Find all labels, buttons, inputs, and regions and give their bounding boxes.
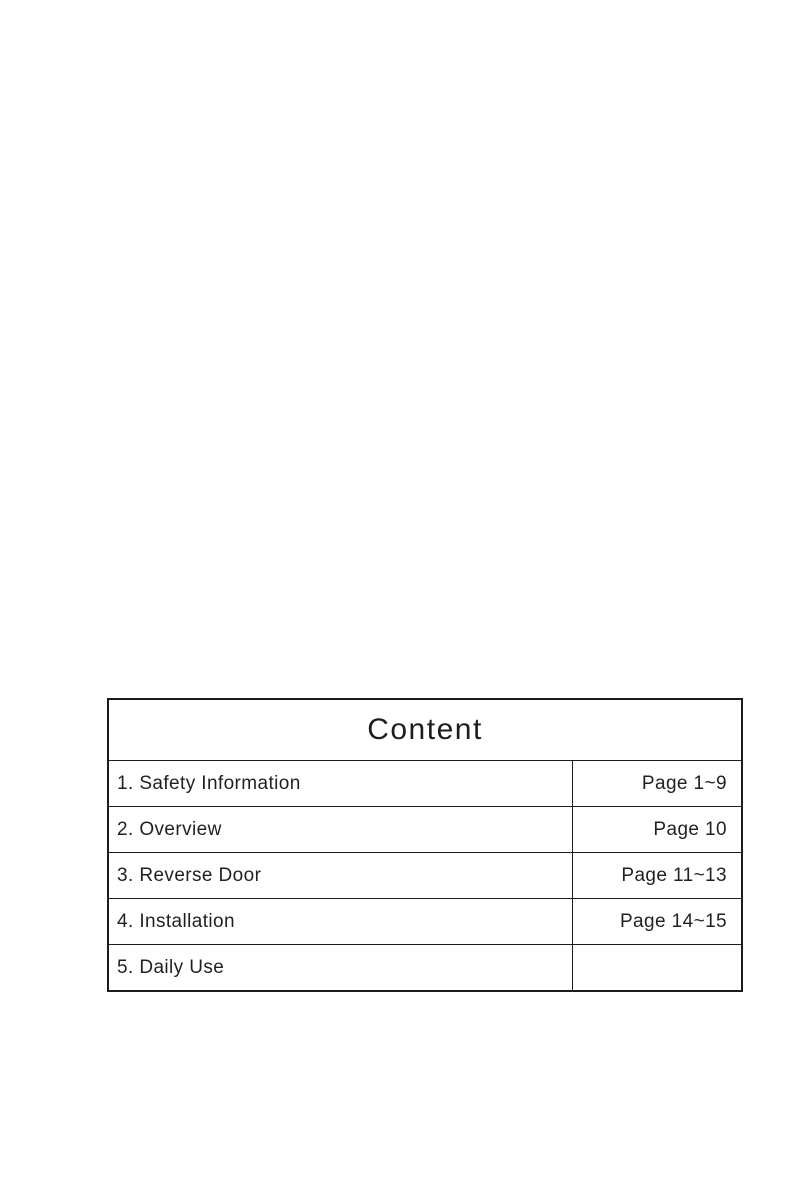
toc-page-safety-information: Page 1~9	[572, 761, 741, 806]
toc-page-reverse-door: Page 11~13	[572, 853, 741, 898]
toc-item-safety-information: 1. Safety Information	[117, 772, 301, 794]
toc-page-daily-use	[572, 945, 741, 990]
content-table	[107, 698, 743, 992]
table-row	[109, 898, 741, 944]
toc-item-daily-use: 5. Daily Use	[117, 956, 225, 978]
toc-item-overview: 2. Overview	[117, 818, 222, 840]
content-table-title: Content	[367, 713, 483, 746]
toc-page-installation: Page 14~15	[572, 899, 741, 944]
table-row	[109, 944, 741, 990]
table-row	[109, 852, 741, 898]
table-row	[109, 806, 741, 852]
table-row	[109, 760, 741, 806]
toc-page-overview: Page 10	[572, 807, 741, 852]
toc-item-installation: 4. Installation	[117, 910, 235, 932]
toc-item-reverse-door: 3. Reverse Door	[117, 864, 262, 886]
